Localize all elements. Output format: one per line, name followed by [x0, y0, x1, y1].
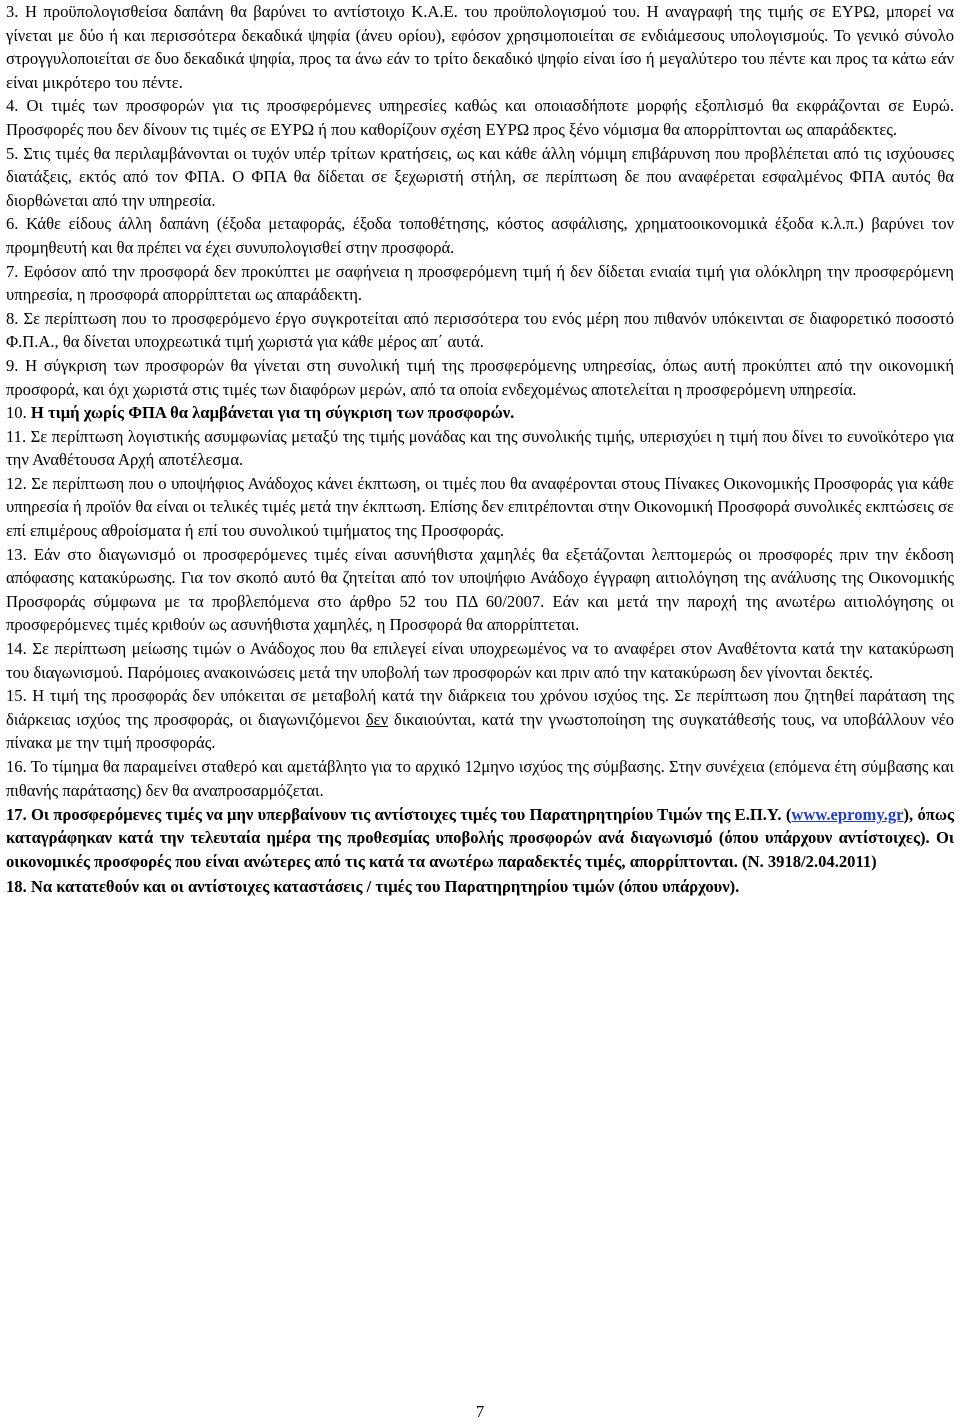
paragraph-8: 8. Σε περίπτωση που το προσφερόμενο έργο συγκροτείται από περισσότερα του ενός μέρη που πιθανόν υπόκεινται σε διαφορετικό ποσοστό Φ.Π.Α., θα δίνεται υποχρεωτικά τιμή χωριστά για κάθε μέρος απ΄ αυτά. — [6, 308, 954, 352]
paragraph-16: 16. Το τίμημα θα παραμείνει σταθερό και αμετάβλητο για το αρχικό 12μηνο ισχύος της σύμβασης. Στην συνέχεια (επόμενα έτη σύμβασης και πιθανής παράτασης) δεν θα αναπροσαρμόζεται. — [6, 757, 954, 800]
paragraph-12: 12. Σε περίπτωση που ο υποψήφιος Ανάδοχος κάνει έκπτωση, οι τιμές που θα αναφέρονται στους Πίνακες Οικονομικής Προσφοράς για κάθε υπηρεσία ή προϊόν θα είναι οι τελικές τιμές μετά την έκπτωση. Επίσης δεν επιτρέπονται στην Οικονομική Προσφορά συνολικές εκπτώσεις σε επί επιμέρους αθροίσματα ή επί του συνολικού τιμήματος της Προσφοράς. — [6, 473, 954, 541]
document-page — [6, 0, 954, 898]
paragraph-7: 7. Εφόσον από την προσφορά δεν προκύπτει με σαφήνεια η προσφερόμενη τιμή ή δεν δίδεται ενιαία τιμή για ολόκληρη την προσφερόμενη υπηρεσία, η προσφορά απορρίπτεται ως απαράδεκτη. — [6, 261, 954, 305]
paragraph-9: 9. Η σύγκριση των προσφορών θα γίνεται στη συνολική τιμή της προσφερόμενης υπηρεσίας, όπως αυτή προκύπτει από την οικονομική προσφορά, και όχι χωριστά στις τιμές των διαφόρων μερών, από τα οποία ενδεχομένως αποτελείται η προσφερόμενη υπηρεσία. — [6, 355, 954, 399]
paragraph-14: 14. Σε περίπτωση μείωσης τιμών ο Ανάδοχος που θα επιλεγεί είναι υποχρεωμένος να το αναφέρει στον Αναθέτοντα κατά την κατακύρωση του διαγωνισμού. Παρόμοιες ανακοινώσεις μετά την υποβολή των προσφορών και πριν από την κατακύρωση δεν γίνονται δεκτές. — [6, 639, 954, 682]
paragraph-10-number: 10. — [6, 403, 31, 423]
paragraph-18: 18. Να κατατεθούν και οι αντίστοιχες καταστάσεις / τιμές του Παρατηρητηρίου τιμών (όπου υπάρχουν). — [6, 876, 740, 896]
epromy-link[interactable]: www.epromy.gr — [791, 805, 904, 825]
paragraph-17-text-b: ), όπως καταγράφηκαν κατά την τελευταία ημέρα της προθεσμίας υποβολής προσφορών ανά διαγωνισμό (όπου υπάρχουν αντίστοιχες). Οι οικονομικές προσφορές που είναι ανώτερες από τις κατά τα ανωτέρω παραδεκτές τιμές, απορρίπτονται. (Ν. 3918/2.04.2011) — [6, 805, 954, 871]
paragraph-10 — [6, 401, 954, 425]
paragraph-6: 6. Κάθε είδους άλλη δαπάνη (έξοδα μεταφοράς, έξοδα τοποθέτησης, κόστος ασφάλισης, χρηματοοικονομικά έξοδα κ.λ.π.) βαρύνει τον προμηθευτή και θα πρέπει να έχει συνυπολογισθεί στην προσφορά. — [6, 214, 954, 257]
paragraph-17 — [6, 803, 954, 873]
paragraph-15 — [6, 684, 954, 755]
paragraph-15-text-b: δικαιούνται, κατά την γνωστοποίηση της συγκατάθεσής τους, να υποβάλλουν νέο πίνακα με την τιμή προσφοράς. — [6, 709, 955, 753]
paragraph-13: 13. Εάν στο διαγωνισμό οι προσφερόμενες τιμές είναι ασυνήθιστα χαμηλές θα εξετάζονται λεπτομερώς οι προσφορές πριν την έκδοση απόφασης κατακύρωσης. Για τον σκοπό αυτό θα ζητείται από τον υποψήφιο Ανάδοχο έγγραφη αιτιολόγηση της ανάλυσης της Οικονομικής Προσφοράς σύμφωνα με τα προβλεπόμενα στο άρθρο 52 του ΠΔ 60/2007. Εάν και μετά την παροχή της ανωτέρω αιτιολόγησης οι προσφερόμενες τιμές κριθούν ως ασυνήθιστα χαμηλές, η Προσφορά θα απορρίπτεται. — [6, 544, 954, 635]
paragraph-17-text-a: 17. Οι προσφερόμενες τιμές να μην υπερβαίνουν τις αντίστοιχες τιμές του Παρατηρητηρίου Τιμών της Ε.Π.Υ. ( — [6, 805, 792, 825]
page-number: 7 — [475, 1402, 485, 1421]
paragraph-15-underlined: δεν — [365, 709, 389, 729]
paragraph-15-text-a: 15. Η τιμή της προσφοράς δεν υπόκειται σε μεταβολή κατά την διάρκεια του χρόνου ισχύος της. Σε περίπτωση που ζητηθεί παράταση της διάρκειας ισχύος της προσφοράς, οι διαγωνιζόμενοι — [6, 686, 954, 729]
paragraph-10-bold-text: Η τιμή χωρίς ΦΠΑ θα λαμβάνεται για τη σύγκριση των προσφορών. — [30, 403, 515, 423]
paragraph-11: 11. Σε περίπτωση λογιστικής ασυμφωνίας μεταξύ της τιμής μονάδας και της συνολικής τιμής, υπερισχύει η τιμή που δίνει το ευνοϊκότερο για την Αναθέτουσα Αρχή αποτέλεσμα. — [6, 426, 954, 470]
paragraph-5: 5. Στις τιμές θα περιλαμβάνονται οι τυχόν υπέρ τρίτων κρατήσεις, ως και κάθε άλλη νόμιμη επιβάρυνση που προβλέπεται από τις ισχύουσες διατάξεις, εκτός από τον ΦΠΑ. Ο ΦΠΑ θα δίδεται σε ξεχωριστή στήλη, σε περίπτωση δε που αναφέρεται εσφαλμένος ΦΠΑ αυτός θα διορθώνεται από την υπηρεσία. — [6, 143, 954, 210]
paragraph-3: 3. Η προϋπολογισθείσα δαπάνη θα βαρύνει το αντίστοιχο Κ.Α.Ε. του προϋπολογισμού του. Η αναγραφή της τιμής σε ΕΥΡΩ, μπορεί να γίνεται με δύο ή και περισσότερα δεκαδικά ψηφία (άνευ ορίου), εφόσον χρησιμοποιείται σε ενδιάμεσους υπολογισμούς. Το γενικό σύνολο στρογγυλοποιείται σε δυο δεκαδικά ψηφία, προς τα άνω εάν το τρίτο δεκαδικό ψηφίο είναι ίσο ή μεγαλύτερο του πέντε και προς τα κάτω εάν είναι μικρότερο του πέντε. — [6, 2, 954, 92]
paragraph-4: 4. Οι τιμές των προσφορών για τις προσφερόμενες υπηρεσίες καθώς και οποιασδήποτε μορφής εξοπλισμό θα εκφράζονται σε Ευρώ. Προσφορές που δεν δίνουν τις τιμές σε ΕΥΡΩ ή που καθορίζουν σχέση ΕΥΡΩ προς ξένο νόμισμα θα απορρίπτονται ως απαράδεκτες. — [6, 96, 954, 139]
